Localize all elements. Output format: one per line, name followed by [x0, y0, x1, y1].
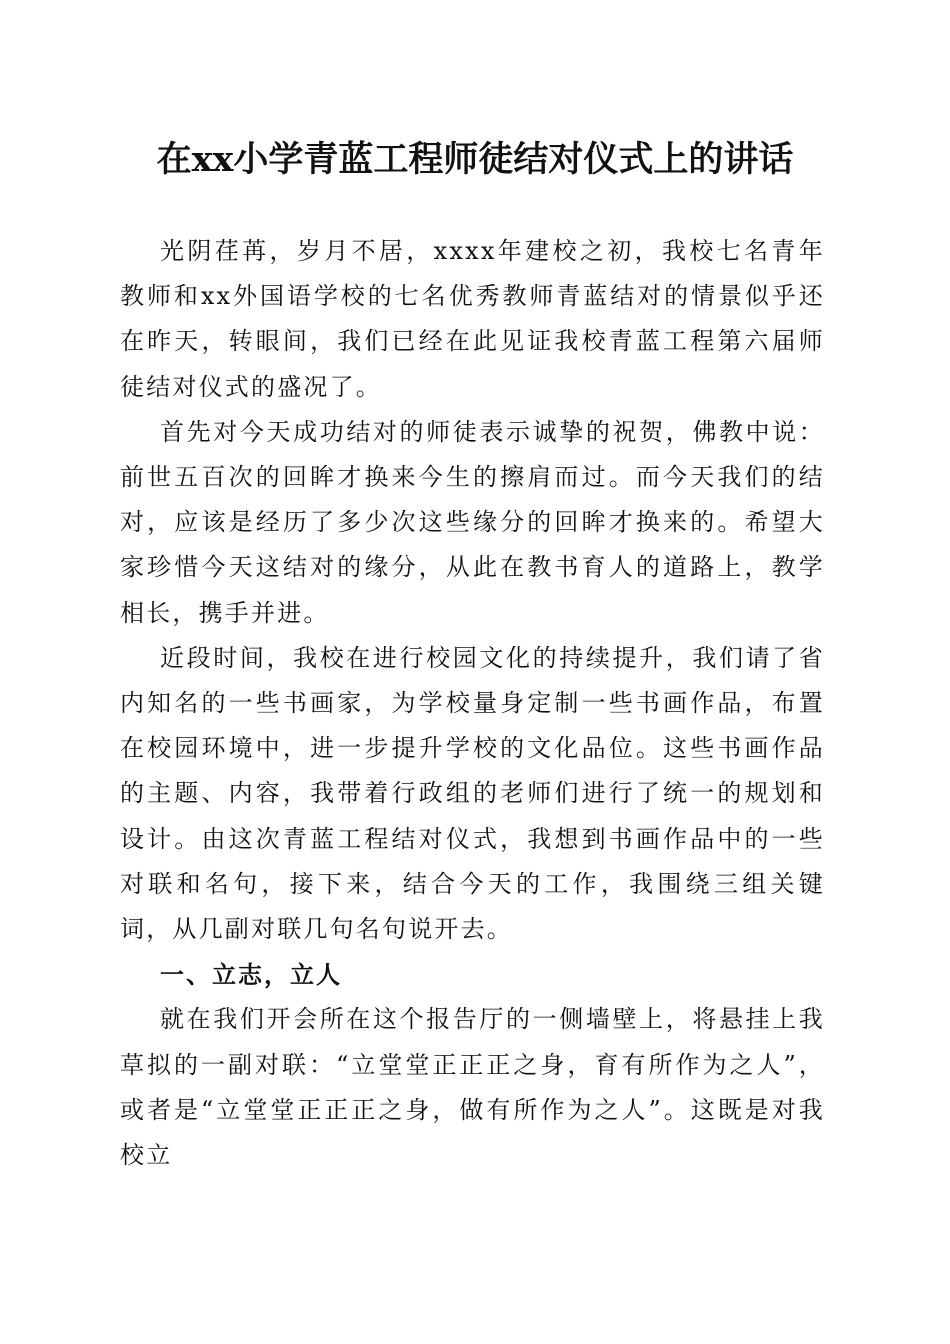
paragraph-section-one: 就在我们开会所在这个报告厅的一侧墙壁上，将悬挂上我草拟的一副对联：“立堂堂正正正之身，育有所作为之人”，或者是“立堂堂正正正之身，做有所作为之人”。这既是对我校立 [120, 1005, 825, 1170]
paragraph-intro: 光阴荏苒，岁月不居，xxxx年建校之初，我校七名青年教师和xx外国语学校的七名优秀教师青蓝结对的情景似乎还在昨天，转眼间，我们已经在此见证我校青蓝工程第六届师徒结对仪式的盛况了。 [120, 237, 825, 401]
paragraph-congratulations: 首先对今天成功结对的师徒表示诚挚的祝贺，佛教中说：前世五百次的回眸才换来今生的擦肩而过。而今天我们的结对，应该是经历了多少次这些缘分的回眸才换来的。希望大家珍惜今天这结对的缘分，从此在教书育人的道路上，教学相长，携手并进。 [120, 417, 825, 627]
document-body [120, 229, 825, 1178]
section-heading: 一、立志，立人 [160, 960, 342, 990]
paragraph-campus-culture: 近段时间，我校在进行校园文化的持续提升，我们请了省内知名的一些书画家，为学校量身定制一些书画作品，布置在校园环境中，进一步提升学校的文化品位。这些书画作品的主题、内容，我带着行政组的老师们进行了统一的规划和设计。由这次青蓝工程结对仪式，我想到书画作品中的一些对联和名句，接下来，结合今天的工作，我围绕三组关键词，从几副对联几句名句说开去。 [120, 643, 825, 944]
document-title: 在xx小学青蓝工程师徒结对仪式上的讲话 [156, 139, 794, 180]
